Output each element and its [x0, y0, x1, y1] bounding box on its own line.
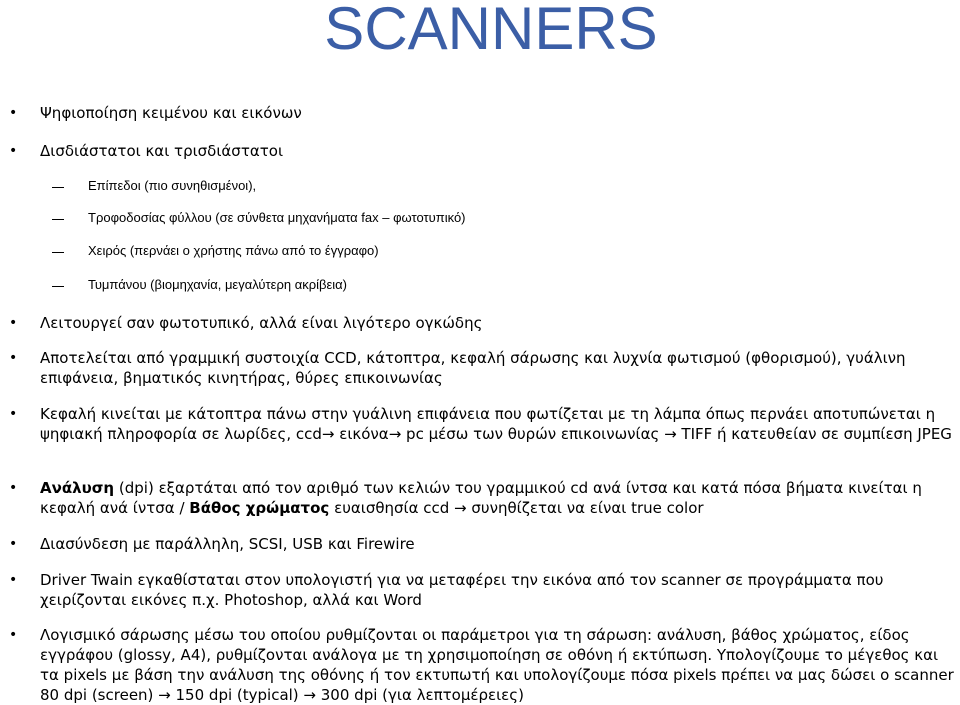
bullet-icon: • — [9, 572, 18, 588]
bullet-text: pc μέσω των θυρών επικοινωνίας — [401, 425, 665, 443]
bullet-item-twain — [0, 570, 960, 610]
bullet-item-2d-3d — [0, 141, 960, 161]
bullet-item-digitization — [0, 103, 960, 123]
bullet-item-resolution — [0, 478, 960, 518]
sub-item-text: Χειρός (περνάει ο χρήστης πάνω από το έγγραφο) — [88, 243, 379, 258]
bullet-item-photocopier — [0, 313, 960, 333]
arrow-icon: → — [321, 425, 335, 443]
sub-item-handheld — [0, 242, 960, 260]
bullet-item-components — [0, 348, 960, 388]
bullet-icon: • — [9, 350, 18, 366]
bullet-item-interfaces — [0, 534, 960, 554]
bullet-text: 150 dpi (typical) — [170, 686, 304, 704]
bullet-text: συνηθίζεται να είναι true color — [466, 499, 704, 517]
bullet-text: ευαισθησία ccd — [329, 499, 455, 517]
sub-item-text: Επίπεδοι (πιο συνηθισμένοι), — [88, 178, 257, 193]
dash-icon — [52, 252, 64, 253]
bullet-text: Driver Twain εγκαθίσταται στον υπολογιστή για να μεταφέρει την εικόνα από τον scanner σε προγράμματα που χειρίζονται εικόνες π.χ. Photoshop, αλλά και Word — [40, 571, 884, 609]
sub-item-text: Τυμπάνου (βιομηχανία, μεγαλύτερη ακρίβεια) — [88, 277, 348, 292]
bullet-icon: • — [9, 315, 18, 331]
bullet-text: (dpi) εξαρτάται από τον αριθμό των κελιών του γραμμικού cd ανά ίντσα και κατά πόσα βήματα κινείται η κεφαλή ανά ίντσα / — [40, 479, 922, 517]
dash-icon — [52, 219, 64, 220]
bullet-icon: • — [9, 627, 18, 643]
bullet-icon: • — [9, 143, 18, 159]
bullet-text: 300 dpi (για λεπτομέρειες) — [316, 686, 524, 704]
bullet-text: Αποτελείται από γραμμική συστοιχία CCD, κάτοπτρα, κεφαλή σάρωσης και λυχνία φωτισμού (φθορισμού), γυάλινη επιφάνεια, βηματικός κινητήρας, θύρες επικοινωνίας — [40, 349, 906, 387]
dash-icon — [52, 286, 64, 287]
arrow-icon: → — [303, 686, 316, 704]
arrow-icon: → — [664, 425, 677, 443]
arrow-icon: → — [388, 425, 402, 443]
sub-item-drum — [0, 276, 960, 294]
resolution-term: Ανάλυση — [40, 479, 115, 497]
bullet-text: Λειτουργεί σαν φωτοτυπικό, αλλά είναι λιγότερο ογκώδης — [40, 314, 483, 332]
bullet-text: Δισδιάστατοι και τρισδιάστατοι — [40, 142, 284, 160]
bullet-text: TIFF ή κατευθείαν σε συμπίεση JPEG — [676, 425, 952, 443]
bullet-text: εικόνα — [334, 425, 389, 443]
sub-item-text: Τροφοδοσίας φύλλου (σε σύνθετα μηχανήματα fax – φωτοτυπικό) — [88, 210, 466, 225]
sub-item-sheetfed — [0, 209, 960, 227]
arrow-icon: → — [158, 686, 171, 704]
bullet-text: Διασύνδεση με παράλληλη, SCSI, USB και Firewire — [40, 535, 415, 553]
dash-icon — [52, 187, 64, 188]
bullet-icon: • — [9, 406, 18, 422]
bullet-item-software — [0, 625, 960, 705]
sub-item-flatbed — [0, 177, 960, 195]
bullet-text: Λογισμικό σάρωσης μέσω του οποίου ρυθμίζονται οι παράμετροι για τη σάρωση: ανάλυση, βάθος χρώματος, είδος εγγράφου (glossy, A4), ρυθμίζονται ανάλογα με τη χρησιμοποίηση σε οθόνη ή εκτύπωση. Υπολογίζουμε το μέγεθος και τα pixels με βάση την ανάλυση της οθόνης ή τον εκτυπωτή και υπολογίζουμε πόσα pixels πρέπει να μας δώσει ο scanner 80 dpi (screen) — [40, 626, 954, 704]
bullet-text: Κεφαλή κινείται με κάτοπτρα πάνω στην γυάλινη επιφάνεια που φωτίζεται με τη λάμπα όπως περνάει αποτυπώνεται η ψηφιακή πληροφορία σε λωρίδες, ccd — [40, 405, 936, 443]
slide-title: SCANNERS — [324, 0, 658, 62]
bullet-item-scan-head — [0, 404, 960, 444]
bullet-text: Ψηφιοποίηση κειμένου και εικόνων — [40, 104, 302, 122]
bullet-icon: • — [9, 536, 18, 552]
bullet-icon: • — [9, 480, 18, 496]
arrow-icon: → — [454, 499, 467, 517]
color-depth-term: Βάθος χρώματος — [189, 499, 330, 517]
bullet-icon: • — [9, 105, 18, 121]
